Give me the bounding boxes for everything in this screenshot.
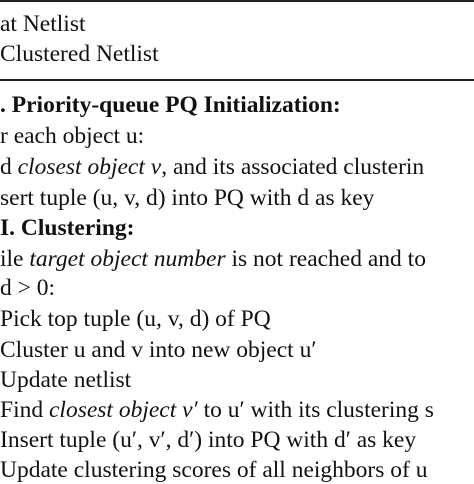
closest-object-prime-term: closest object v′ bbox=[48, 397, 198, 423]
input-line: at Netlist bbox=[0, 11, 86, 37]
step-4: Find closest object v′ to u′ with its clustering s bbox=[0, 397, 434, 423]
header-rule bbox=[0, 79, 474, 81]
loop-line-2: d > 0: bbox=[0, 275, 56, 301]
step-1: Pick top tuple (u, v, d) of PQ bbox=[0, 306, 271, 332]
section-1-heading: . Priority-queue PQ Initialization: bbox=[0, 92, 341, 118]
top-rule bbox=[0, 0, 474, 2]
step-3: Update netlist bbox=[0, 367, 132, 393]
step-5: Insert tuple (u′, v′, d′) into PQ with d′ as key bbox=[0, 427, 417, 453]
loop-line-1: ile target object number is not reached and to bbox=[0, 246, 426, 272]
section-2-heading: I. Clustering: bbox=[0, 215, 135, 241]
output-line: Clustered Netlist bbox=[0, 41, 159, 67]
init-line-2: d closest object v, and its associated clusterin bbox=[0, 154, 425, 180]
target-object-number-term: target object number bbox=[29, 246, 226, 272]
init-line-3: sert tuple (u, v, d) into PQ with d as key bbox=[0, 185, 375, 211]
init-line-1: r each object u: bbox=[0, 123, 145, 149]
step-2: Cluster u and v into new object u′ bbox=[0, 337, 317, 363]
step-6: Update clustering scores of all neighbors of u bbox=[0, 457, 428, 483]
closest-object-term: closest object v bbox=[17, 154, 162, 180]
